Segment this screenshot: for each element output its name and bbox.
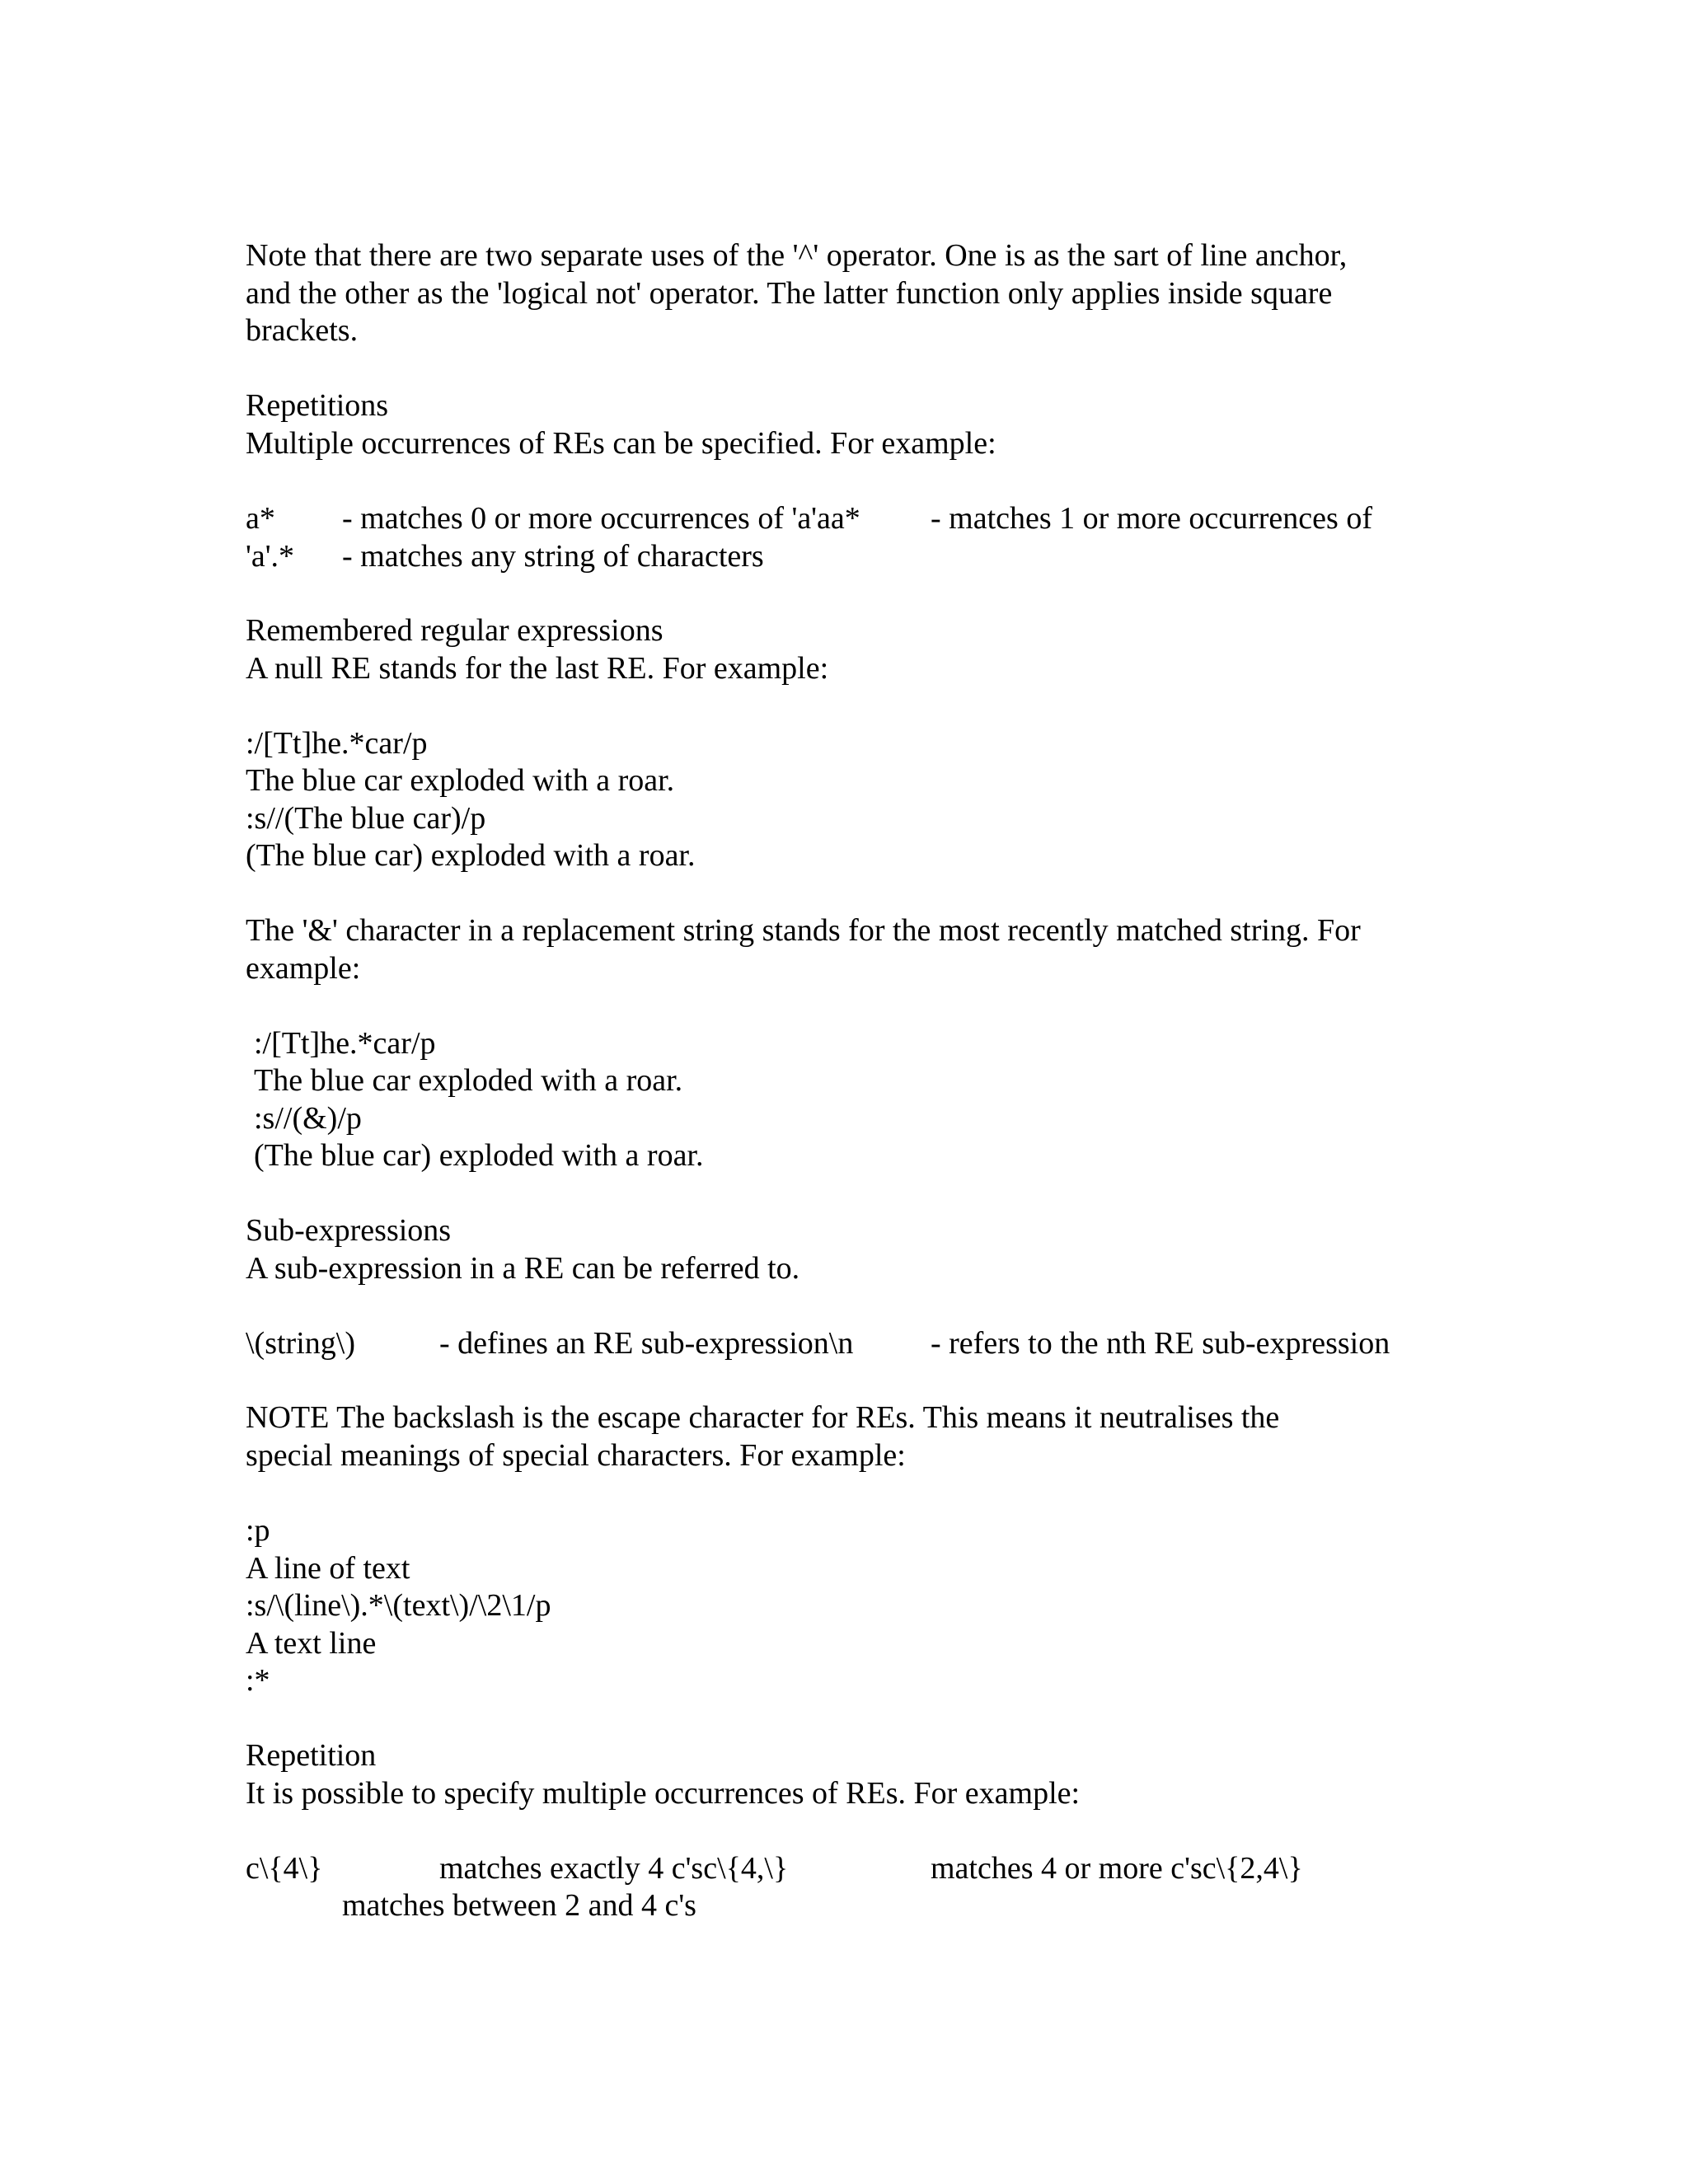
note-line-2: special meanings of special characters. For example:: [246, 1438, 906, 1473]
remembered-code-line: :/[Tt]he.*car/p: [246, 726, 428, 761]
note-code-line: :s/\(line\).*\(text\)/\2\1/p: [246, 1588, 551, 1623]
repetition-row1-col1: c\{4\}: [246, 1851, 323, 1886]
ampersand-line-2: example:: [246, 951, 361, 986]
note-code-line: A line of text: [246, 1551, 410, 1586]
remembered-code-line: :s//(The blue car)/p: [246, 801, 486, 836]
remembered-heading: Remembered regular expressions: [246, 613, 663, 648]
repetition-heading: Repetition: [246, 1738, 377, 1773]
repetition-row1-col2: matches exactly 4 c'sc\{4,\}: [439, 1851, 789, 1886]
repetition-desc: It is possible to specify multiple occurrences of REs. For example:: [246, 1776, 1081, 1811]
note-code-line: A text line: [246, 1626, 377, 1661]
intro-line-2: and the other as the 'logical not' operator. The latter function only applies inside square: [246, 276, 1333, 311]
repetitions-row1-col3: - matches 1 or more occurrences of: [931, 501, 1372, 536]
subexpr-desc: A sub-expression in a RE can be referred to.: [246, 1251, 800, 1286]
ampersand-line-1: The '&' character in a replacement string stands for the most recently matched string. For: [246, 913, 1361, 948]
repetition-row2: matches between 2 and 4 c's: [342, 1888, 696, 1923]
repetitions-row2-col2: - matches any string of characters: [342, 539, 764, 574]
repetitions-heading: Repetitions: [246, 388, 389, 423]
remembered-code-line: The blue car exploded with a roar.: [246, 763, 675, 798]
ampersand-code-line: :s//(&)/p: [254, 1101, 362, 1136]
intro-line-3: brackets.: [246, 313, 359, 348]
note-code-line: :*: [246, 1663, 270, 1698]
subexpr-row-col3: - refers to the nth RE sub-expression: [931, 1326, 1390, 1361]
repetitions-row2-col1: 'a'.*: [246, 539, 295, 574]
ampersand-code-line: :/[Tt]he.*car/p: [254, 1026, 436, 1061]
subexpr-row-col2: - defines an RE sub-expression\n: [439, 1326, 854, 1361]
note-line-1: NOTE The backslash is the escape character for REs. This means it neutralises the: [246, 1400, 1280, 1435]
subexpr-heading: Sub-expressions: [246, 1213, 452, 1248]
subexpr-row-col1: \(string\): [246, 1326, 355, 1361]
repetitions-desc: Multiple occurrences of REs can be specified. For example:: [246, 426, 996, 461]
ampersand-code-line: (The blue car) exploded with a roar.: [254, 1138, 704, 1173]
remembered-code-line: (The blue car) exploded with a roar.: [246, 838, 696, 873]
repetitions-row1-col1: a*: [246, 501, 275, 536]
note-code-line: :p: [246, 1513, 270, 1548]
remembered-desc: A null RE stands for the last RE. For example:: [246, 651, 829, 686]
intro-line-1: Note that there are two separate uses of the '^' operator. One is as the sart of line anchor,: [246, 238, 1348, 273]
ampersand-code-line: The blue car exploded with a roar.: [254, 1063, 683, 1098]
repetitions-row1-col2: - matches 0 or more occurrences of 'a'aa*: [342, 501, 860, 536]
repetition-row1-col3: matches 4 or more c'sc\{2,4\}: [931, 1851, 1303, 1886]
